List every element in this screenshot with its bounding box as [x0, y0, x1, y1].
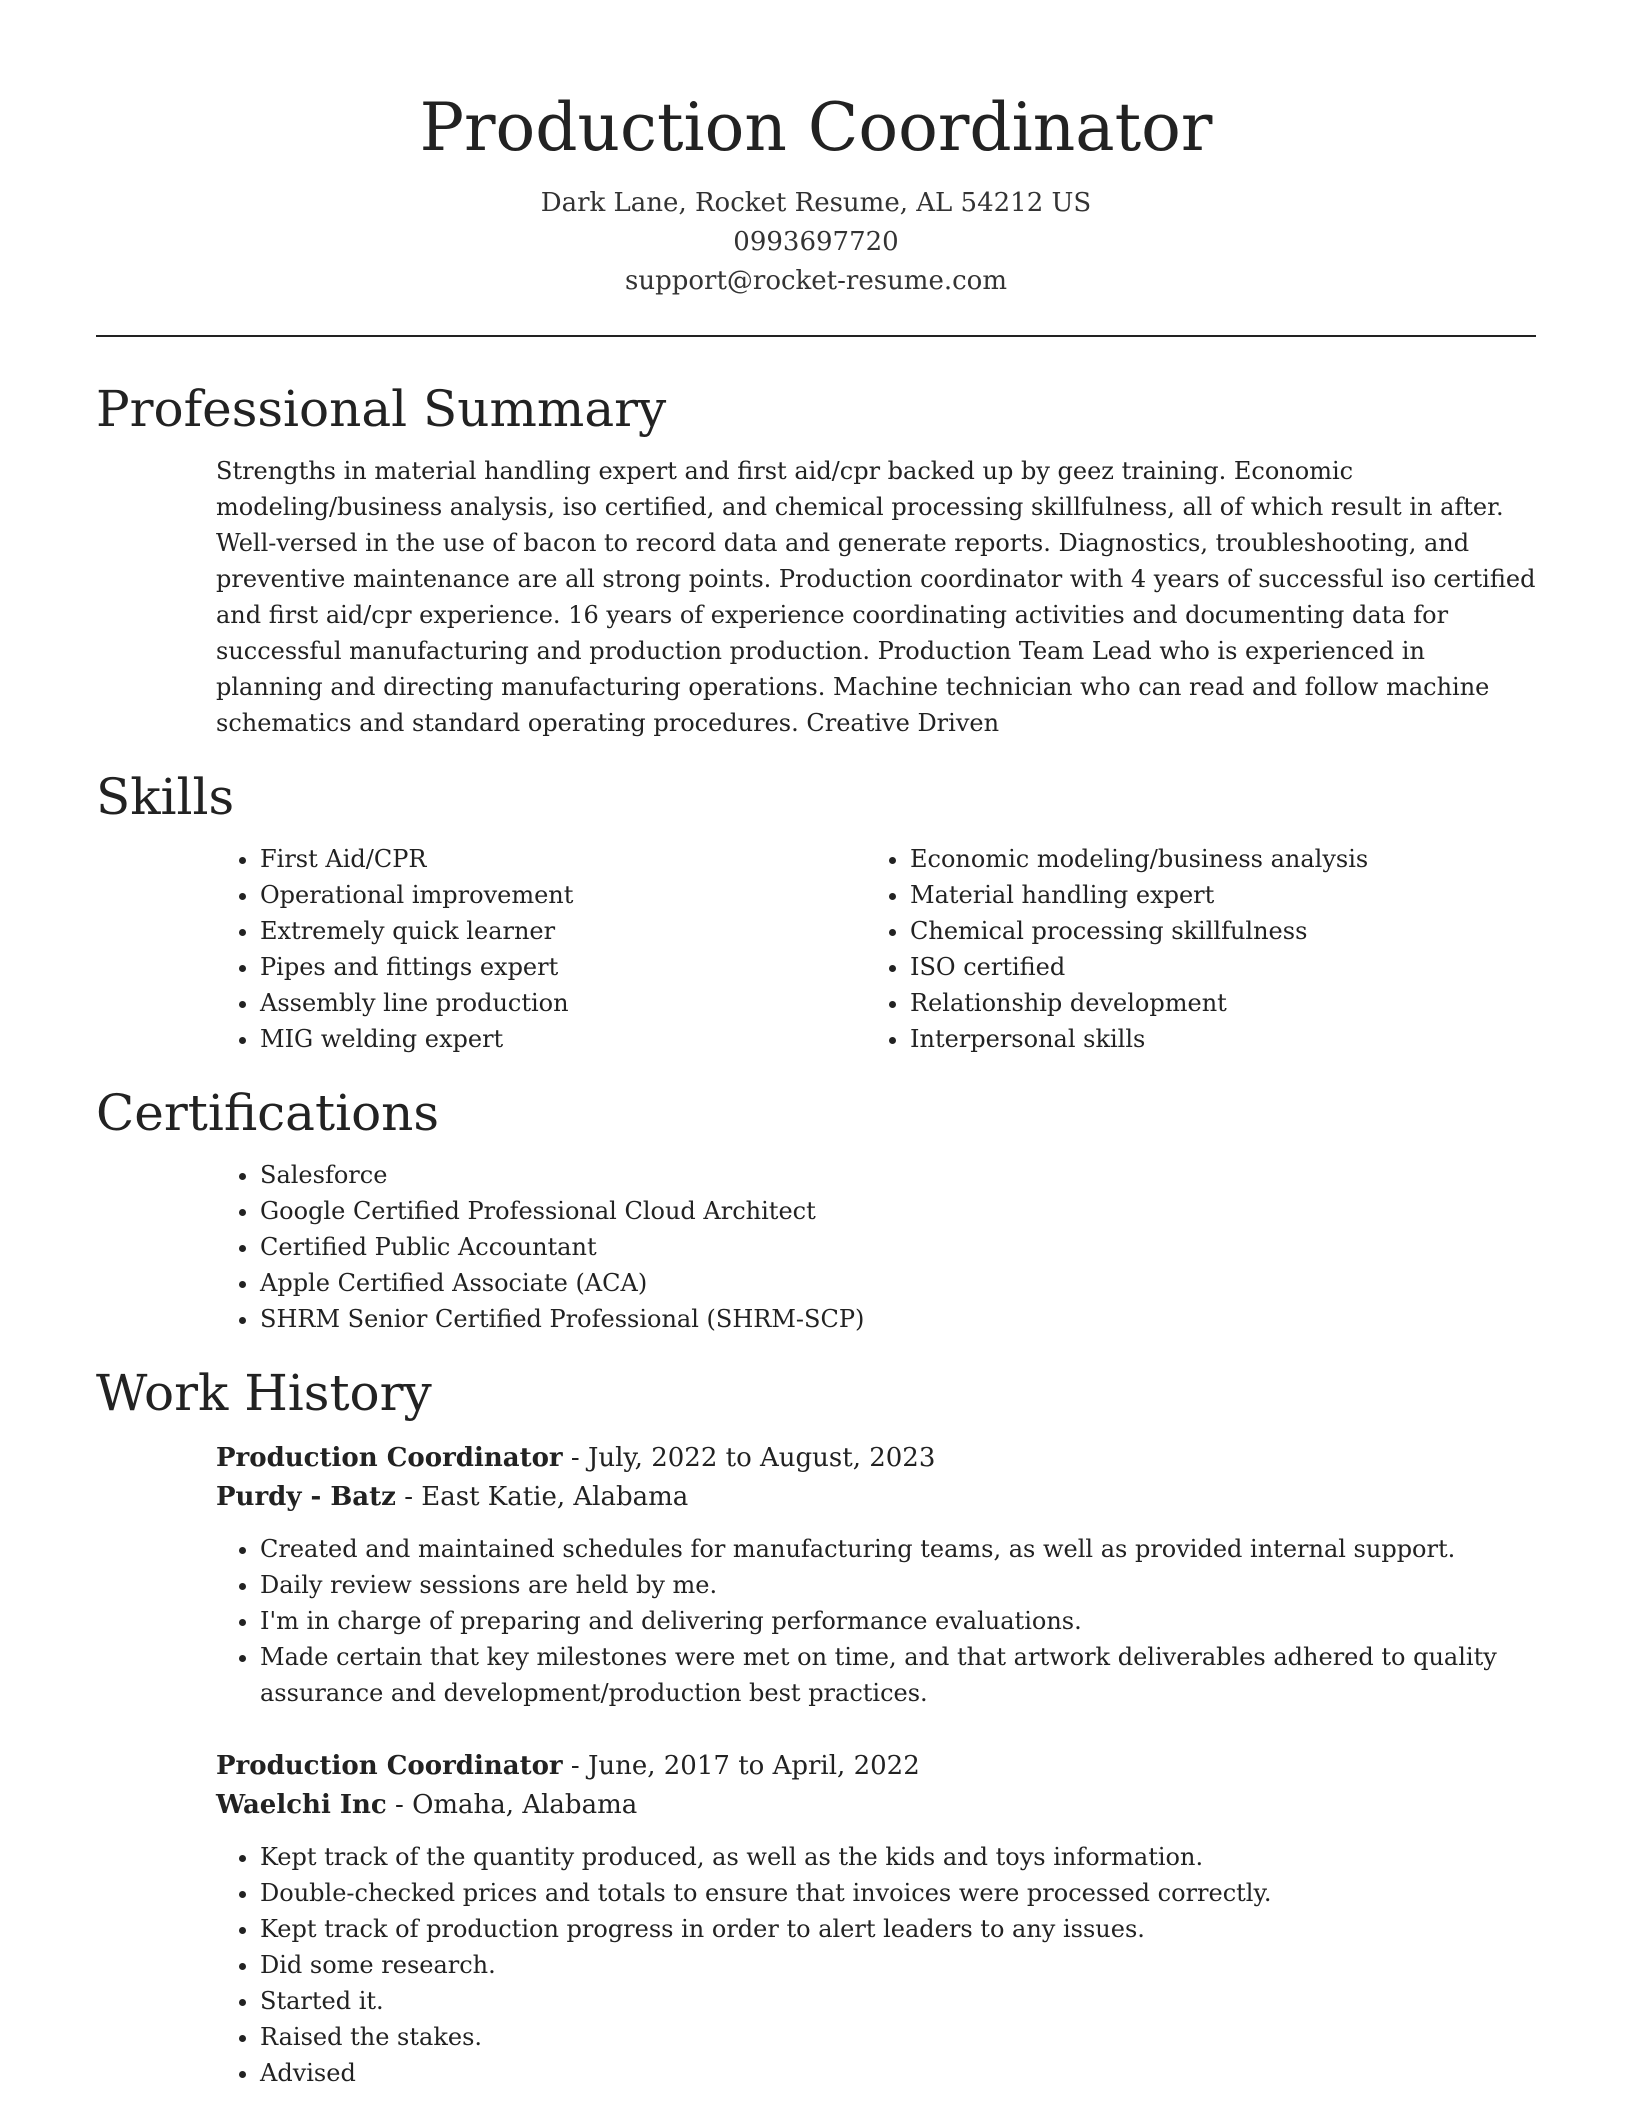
address: Dark Lane, Rocket Resume, AL 54212 US	[540, 188, 1092, 218]
list-item: • Relationship development	[910, 985, 1516, 1021]
certifications-list	[216, 1157, 1536, 1337]
phone: 0993697720	[733, 227, 899, 257]
certifications-heading: Certifications	[96, 1084, 440, 1142]
job-location: - East Katie, Alabama	[395, 1482, 689, 1512]
contact-info	[0, 184, 1632, 301]
list-item: • Salesforce	[260, 1157, 1536, 1193]
list-item: • Certified Public Accountant	[260, 1229, 1536, 1265]
list-item: • Created and maintained schedules for manufacturing teams, as well as provided internal support.	[260, 1531, 1536, 1567]
job-duties	[216, 1531, 1536, 1711]
skills-section	[96, 765, 1536, 1057]
skills-column-right	[866, 841, 1516, 1057]
job-duties	[216, 1839, 1536, 2091]
list-item: • SHRM Senior Certified Professional (SHRM-SCP)	[260, 1301, 1536, 1337]
summary-text: Strengths in material handling expert and first aid/cpr backed up by geez training. Economic modeling/business analysis, iso certified, and chemical processing skillfulness, all of which result in after. Well-versed in the use of bacon to record data and generate reports. Diagnostics, troubleshooting, and preventive maintenance are all strong points. Production coordinator with 4 years of successful iso certified and first aid/cpr experience. 16 years of experience coordinating activities and documenting data for successful manufacturing and production production. Production Team Lead who is experienced in planning and directing manufacturing operations. Machine technician who can read and follow machine schematics and standard operating procedures. Creative Driven	[216, 457, 1536, 737]
job-entry	[216, 1747, 1536, 2091]
job-title-line	[216, 1747, 1536, 1786]
work-history-heading: Work History	[96, 1364, 432, 1422]
list-item: • Apple Certified Associate (ACA)	[260, 1265, 1536, 1301]
list-item: • Assembly line production	[260, 985, 866, 1021]
summary-heading: Professional Summary	[96, 380, 667, 438]
list-item: • MIG welding expert	[260, 1021, 866, 1057]
job-company-line	[216, 1786, 1536, 1825]
list-item: • Economic modeling/business analysis	[910, 841, 1516, 877]
list-item: • Advised	[260, 2055, 1536, 2091]
list-item: • Daily review sessions are held by me.	[260, 1567, 1536, 1603]
job-title-line	[216, 1439, 1536, 1478]
list-item: • First Aid/CPR	[260, 841, 866, 877]
list-item: • Interpersonal skills	[910, 1021, 1516, 1057]
list-item: • Operational improvement	[260, 877, 866, 913]
list-item: • Raised the stakes.	[260, 2019, 1536, 2055]
list-item: • Started it.	[260, 1983, 1536, 2019]
list-item: • Extremely quick learner	[260, 913, 866, 949]
work-history-section	[96, 1361, 1536, 2091]
header-divider	[96, 335, 1536, 337]
email: support@rocket-resume.com	[624, 266, 1007, 296]
job-entry	[216, 1439, 1536, 1711]
skills-heading: Skills	[96, 768, 235, 826]
list-item: • Double-checked prices and totals to ensure that invoices were processed correctly.	[260, 1875, 1536, 1911]
certifications-section	[96, 1081, 1536, 1337]
list-item: • Pipes and fittings expert	[260, 949, 866, 985]
job-dates: - July, 2022 to August, 2023	[562, 1443, 936, 1473]
skills-grid	[216, 841, 1536, 1057]
job-company: Purdy - Batz	[216, 1482, 396, 1512]
skills-column-left	[216, 841, 866, 1057]
list-item: • Did some research.	[260, 1947, 1536, 1983]
job-role: Production Coordinator	[216, 1751, 563, 1781]
list-item: • Kept track of the quantity produced, as well as the kids and toys information.	[260, 1839, 1536, 1875]
list-item: • Chemical processing skillfulness	[910, 913, 1516, 949]
summary-section	[96, 377, 1536, 741]
list-item: • Google Certified Professional Cloud Architect	[260, 1193, 1536, 1229]
list-item: • I'm in charge of preparing and delivering performance evaluations.	[260, 1603, 1536, 1639]
job-company: Waelchi Inc	[216, 1790, 387, 1820]
list-item: • Material handling expert	[910, 877, 1516, 913]
job-company-line	[216, 1478, 1536, 1517]
job-location: - Omaha, Alabama	[386, 1790, 638, 1820]
candidate-title: Production Coordinator	[419, 89, 1213, 166]
job-dates: - June, 2017 to April, 2022	[562, 1751, 920, 1781]
list-item: • Kept track of production progress in order to alert leaders to any issues.	[260, 1911, 1536, 1947]
list-item: • Made certain that key milestones were met on time, and that artwork deliverables adhered to quality assurance and development/production best practices.	[260, 1639, 1536, 1711]
job-role: Production Coordinator	[216, 1443, 563, 1473]
resume-header	[0, 0, 1632, 301]
list-item: • ISO certified	[910, 949, 1516, 985]
